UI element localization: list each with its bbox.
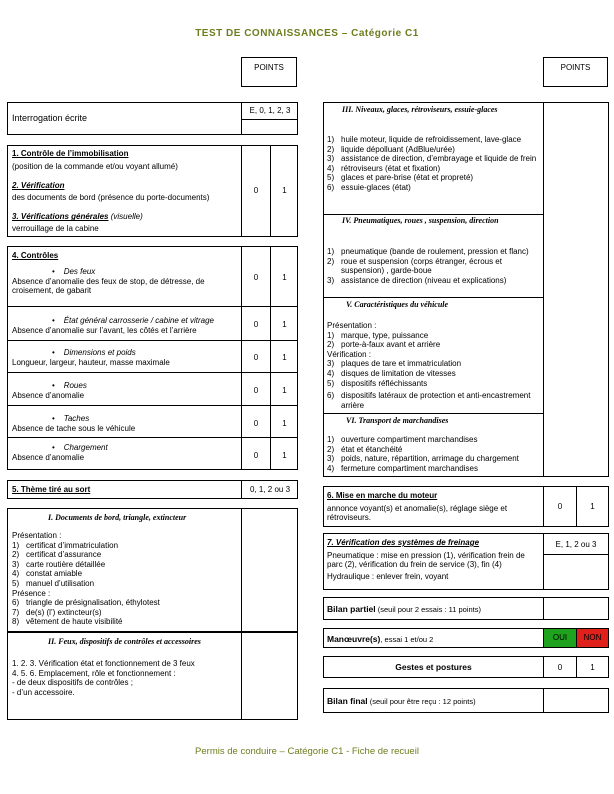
theme-1: [7, 508, 298, 632]
theme-2-heading: II. Feux, dispositifs de contrôles et accessoires: [48, 637, 201, 646]
theme-6-item: 2) état et étanchéité: [327, 444, 403, 454]
section-7-title: 7. Vérification des systèmes de freinage: [327, 538, 480, 547]
theme-2-line: 1. 2. 3. Vérification état et fonctionnement de 3 feux: [12, 659, 195, 668]
theme-6-item: 1) ouverture compartiment marchandises: [327, 435, 478, 444]
gestes-score-0: 0: [557, 663, 563, 672]
control-chargement-desc: Absence d’anomalie: [12, 452, 85, 462]
manoeuvre-note: , essai 1 et/ou 2: [380, 635, 434, 644]
control-taches-score-0: 0: [253, 419, 259, 428]
theme-1-item: 8) vêtement de haute visibilité: [12, 617, 123, 627]
theme-4-item: 3) assistance de direction (niveau et explications): [327, 275, 507, 285]
section-7-text-2: Hydraulique : enlever frein, voyant: [327, 571, 449, 581]
section-1-title: 1. Contrôle de l’immobilisation: [12, 149, 129, 158]
theme-2-line: - d’un accessoire.: [12, 687, 75, 697]
bilan-final-note: (seuil pour être reçu : 12 points): [367, 697, 476, 706]
theme-1-presentation: Présentation :: [12, 531, 62, 540]
bilan-partiel-note: (seuil pour 2 essais : 11 points): [375, 605, 481, 614]
sections-1-3-score-1: 1: [282, 186, 287, 195]
bilan-partiel: [323, 597, 609, 620]
section-2-text: des documents de bord (présence du porte-documents): [12, 192, 210, 202]
section-7: [323, 533, 609, 590]
points-header-right: POINTS: [543, 57, 608, 87]
section-2-title: 2. Vérification: [12, 181, 65, 191]
theme-6-item: 4) fermeture compartiment marchandises: [327, 463, 478, 473]
gestes-label: Gestes et postures: [395, 662, 472, 672]
theme-2: [7, 632, 298, 720]
footer: Permis de conduire – Catégorie C1 - Fiche de recueil: [195, 746, 419, 757]
manoeuvre-label: Manœuvre(s): [327, 634, 381, 644]
section-3-text: verrouillage de la cabine: [12, 223, 99, 233]
control-carrosserie-score-1: 1: [282, 320, 287, 329]
control-dimensions-score-0: 0: [253, 353, 259, 362]
control-chargement-score-0: 0: [253, 451, 259, 460]
non-checkbox[interactable]: NON: [576, 629, 608, 647]
oui-checkbox[interactable]: OUI: [543, 629, 576, 647]
control-dimensions-score-1: 1: [282, 353, 287, 362]
control-carrosserie-name: État général carrosserie / cabine et vitrage: [63, 316, 215, 325]
theme-3-item: 4) rétroviseurs (état et fixation): [327, 163, 441, 173]
control-chargement-score-1: 1: [282, 451, 287, 460]
theme-3-item: 5) glaces et pare-brise (état et propreté): [327, 173, 474, 183]
theme-3-item: 6) essuie-glaces (état): [327, 182, 411, 192]
theme-1-item: 1) certificat d’immatriculation: [12, 540, 119, 550]
control-feux-score-0: 0: [253, 273, 259, 282]
theme-5-item: 3) plaques de tare et immatriculation: [327, 359, 462, 369]
control-dimensions-name: Dimensions et poids: [63, 348, 136, 357]
section-6-title: 6. Mise en marche du moteur: [327, 491, 438, 500]
theme-1-item: 6) triangle de présignalisation, éthylotest: [12, 598, 160, 608]
points-header-left: POINTS: [241, 57, 297, 87]
theme-5-item: 1) marque, type, puissance: [327, 330, 429, 340]
section-7-score: E, 1, 2 ou 3: [555, 540, 597, 549]
theme-1-item: 3) carte routière détaillée: [12, 559, 106, 569]
control-feux-score-1: 1: [282, 273, 287, 282]
bilan-final-label: Bilan final: [327, 696, 368, 706]
interrogation-row: [7, 102, 298, 135]
theme-5-item: 6) dispositifs latéraux de protection et anti-encastrement arrière: [327, 391, 531, 410]
theme-4-item: 2) roue et suspension (corps étranger, écrous et suspension) , garde-boue: [327, 256, 502, 276]
section-5-title: 5. Thème tiré au sort: [12, 485, 91, 494]
theme-2-line: - de deux dispositifs de contrôles ;: [12, 678, 133, 688]
control-feux-name: Des feux: [63, 267, 96, 276]
control-taches-score-1: 1: [282, 419, 287, 428]
theme-3-item: 1) huile moteur, liquide de refroidissement, lave-glace: [327, 135, 522, 144]
theme-1-item: 5) manuel d’utilisation: [12, 578, 95, 588]
theme-5-heading: V. Caractéristiques du véhicule: [346, 300, 449, 309]
section-1-text: (position de la commande et/ou voyant allumé): [12, 161, 178, 171]
manoeuvre-row: [323, 628, 609, 648]
theme-3-heading: III. Niveaux, glaces, rétroviseurs, essuie-glaces: [342, 105, 498, 114]
section-6-text: annonce voyant(s) et anomalie(s), réglage siège et rétroviseurs.: [327, 503, 508, 523]
theme-5-item: 2) porte-à-faux avant et arrière: [327, 340, 441, 350]
theme-1-item: 2) certificat d’assurance: [12, 550, 102, 560]
section-5: [7, 480, 298, 499]
section-4: 4. Contrôles • Des feux Absence d’anomalie des feux de stop, de détresse, de croisement, de gabarit 0 1 • État général carrosserie / cabine et vitrage Absence d’anomalie sur l’avant, les côtés et l’arrière 0 1 • Dimensions et poids Longueur, largeur, hauteur, masse maximale 0 1 • Roues Absence d’anomalie 0 1 • Taches Absence de tache sous le véhicule 0 1 • Chargement Absence d’anomalie 0 1: [7, 246, 298, 470]
gestes-row: [323, 656, 609, 678]
section-6-score-1: 1: [590, 502, 595, 511]
control-chargement-name: Chargement: [63, 443, 108, 452]
control-carrosserie-desc: Absence d’anomalie sur l’avant, les côtés et l’arrière: [12, 325, 197, 335]
theme-1-heading: I. Documents de bord, triangle, extincteur: [48, 513, 187, 522]
page-title: TEST DE CONNAISSANCES – Catégorie C1: [195, 28, 419, 39]
theme-6-item: 3) poids, nature, répartition, arrimage du chargement: [327, 454, 519, 464]
sections-1-3-score-0: 0: [253, 186, 259, 195]
theme-3-item: 3) assistance de direction, d’embrayage et liquide de frein: [327, 154, 537, 164]
theme-5-item: 4) disques de limitation de vitesses: [327, 368, 456, 378]
section-3-suffix: (visuelle): [108, 212, 143, 222]
theme-4-heading: IV. Pneumatiques, roues , suspension, direction: [342, 216, 499, 225]
control-roues-desc: Absence d’anomalie: [12, 390, 85, 400]
control-taches-name: Taches: [63, 414, 90, 423]
control-taches-desc: Absence de tache sous le véhicule: [12, 423, 136, 433]
theme-5-verification: Vérification :: [327, 349, 372, 359]
theme-5-item: 5) dispositifs réfléchissants: [327, 378, 428, 388]
control-roues-score-0: 0: [253, 386, 259, 395]
control-carrosserie-score-0: 0: [253, 320, 259, 329]
control-roues-score-1: 1: [282, 386, 287, 395]
section-6: [323, 486, 609, 527]
theme-1-item: 7) de(s) (l’) extincteur(s): [12, 607, 102, 617]
interrogation-score: E, 0, 1, 2, 3: [249, 106, 291, 115]
section-7-text-1: Pneumatique : mise en pression (1), vérification frein de parc (2), vérification du frein de service (3), fin (4): [327, 550, 525, 570]
gestes-score-1: 1: [590, 663, 595, 672]
theme-2-line: 4. 5. 6. Emplacement, rôle et fonctionnement :: [12, 668, 176, 678]
section-5-score: 0, 1, 2 ou 3: [249, 485, 291, 494]
theme-6-heading: VI. Transport de marchandises: [346, 416, 449, 425]
themes-3-6: [323, 102, 609, 477]
theme-1-item: 4) constat amiable: [12, 569, 83, 579]
bilan-final: [323, 688, 609, 713]
section-3-title: 3. Vérifications générales: [12, 212, 109, 222]
section-6-score-0: 0: [557, 502, 563, 511]
bilan-partiel-label: Bilan partiel: [327, 604, 376, 614]
theme-4-item: 1) pneumatique (bande de roulement, pression et flanc): [327, 247, 529, 256]
theme-1-presence: Présence :: [12, 588, 51, 598]
theme-5-presentation: Présentation :: [327, 321, 377, 330]
control-roues-name: Roues: [63, 381, 87, 390]
interrogation-label: Interrogation écrite: [12, 113, 88, 123]
control-dimensions-desc: Longueur, largeur, hauteur, masse maximale: [12, 357, 170, 367]
theme-3-item: 2) liquide dépolluant (AdBlue/urée): [327, 144, 455, 154]
section-4-title: 4. Contrôles: [12, 251, 59, 260]
sections-1-3: [7, 145, 298, 237]
control-feux-desc: Absence d’anomalie des feux de stop, de détresse, de croisement, de gabarit: [12, 276, 205, 296]
